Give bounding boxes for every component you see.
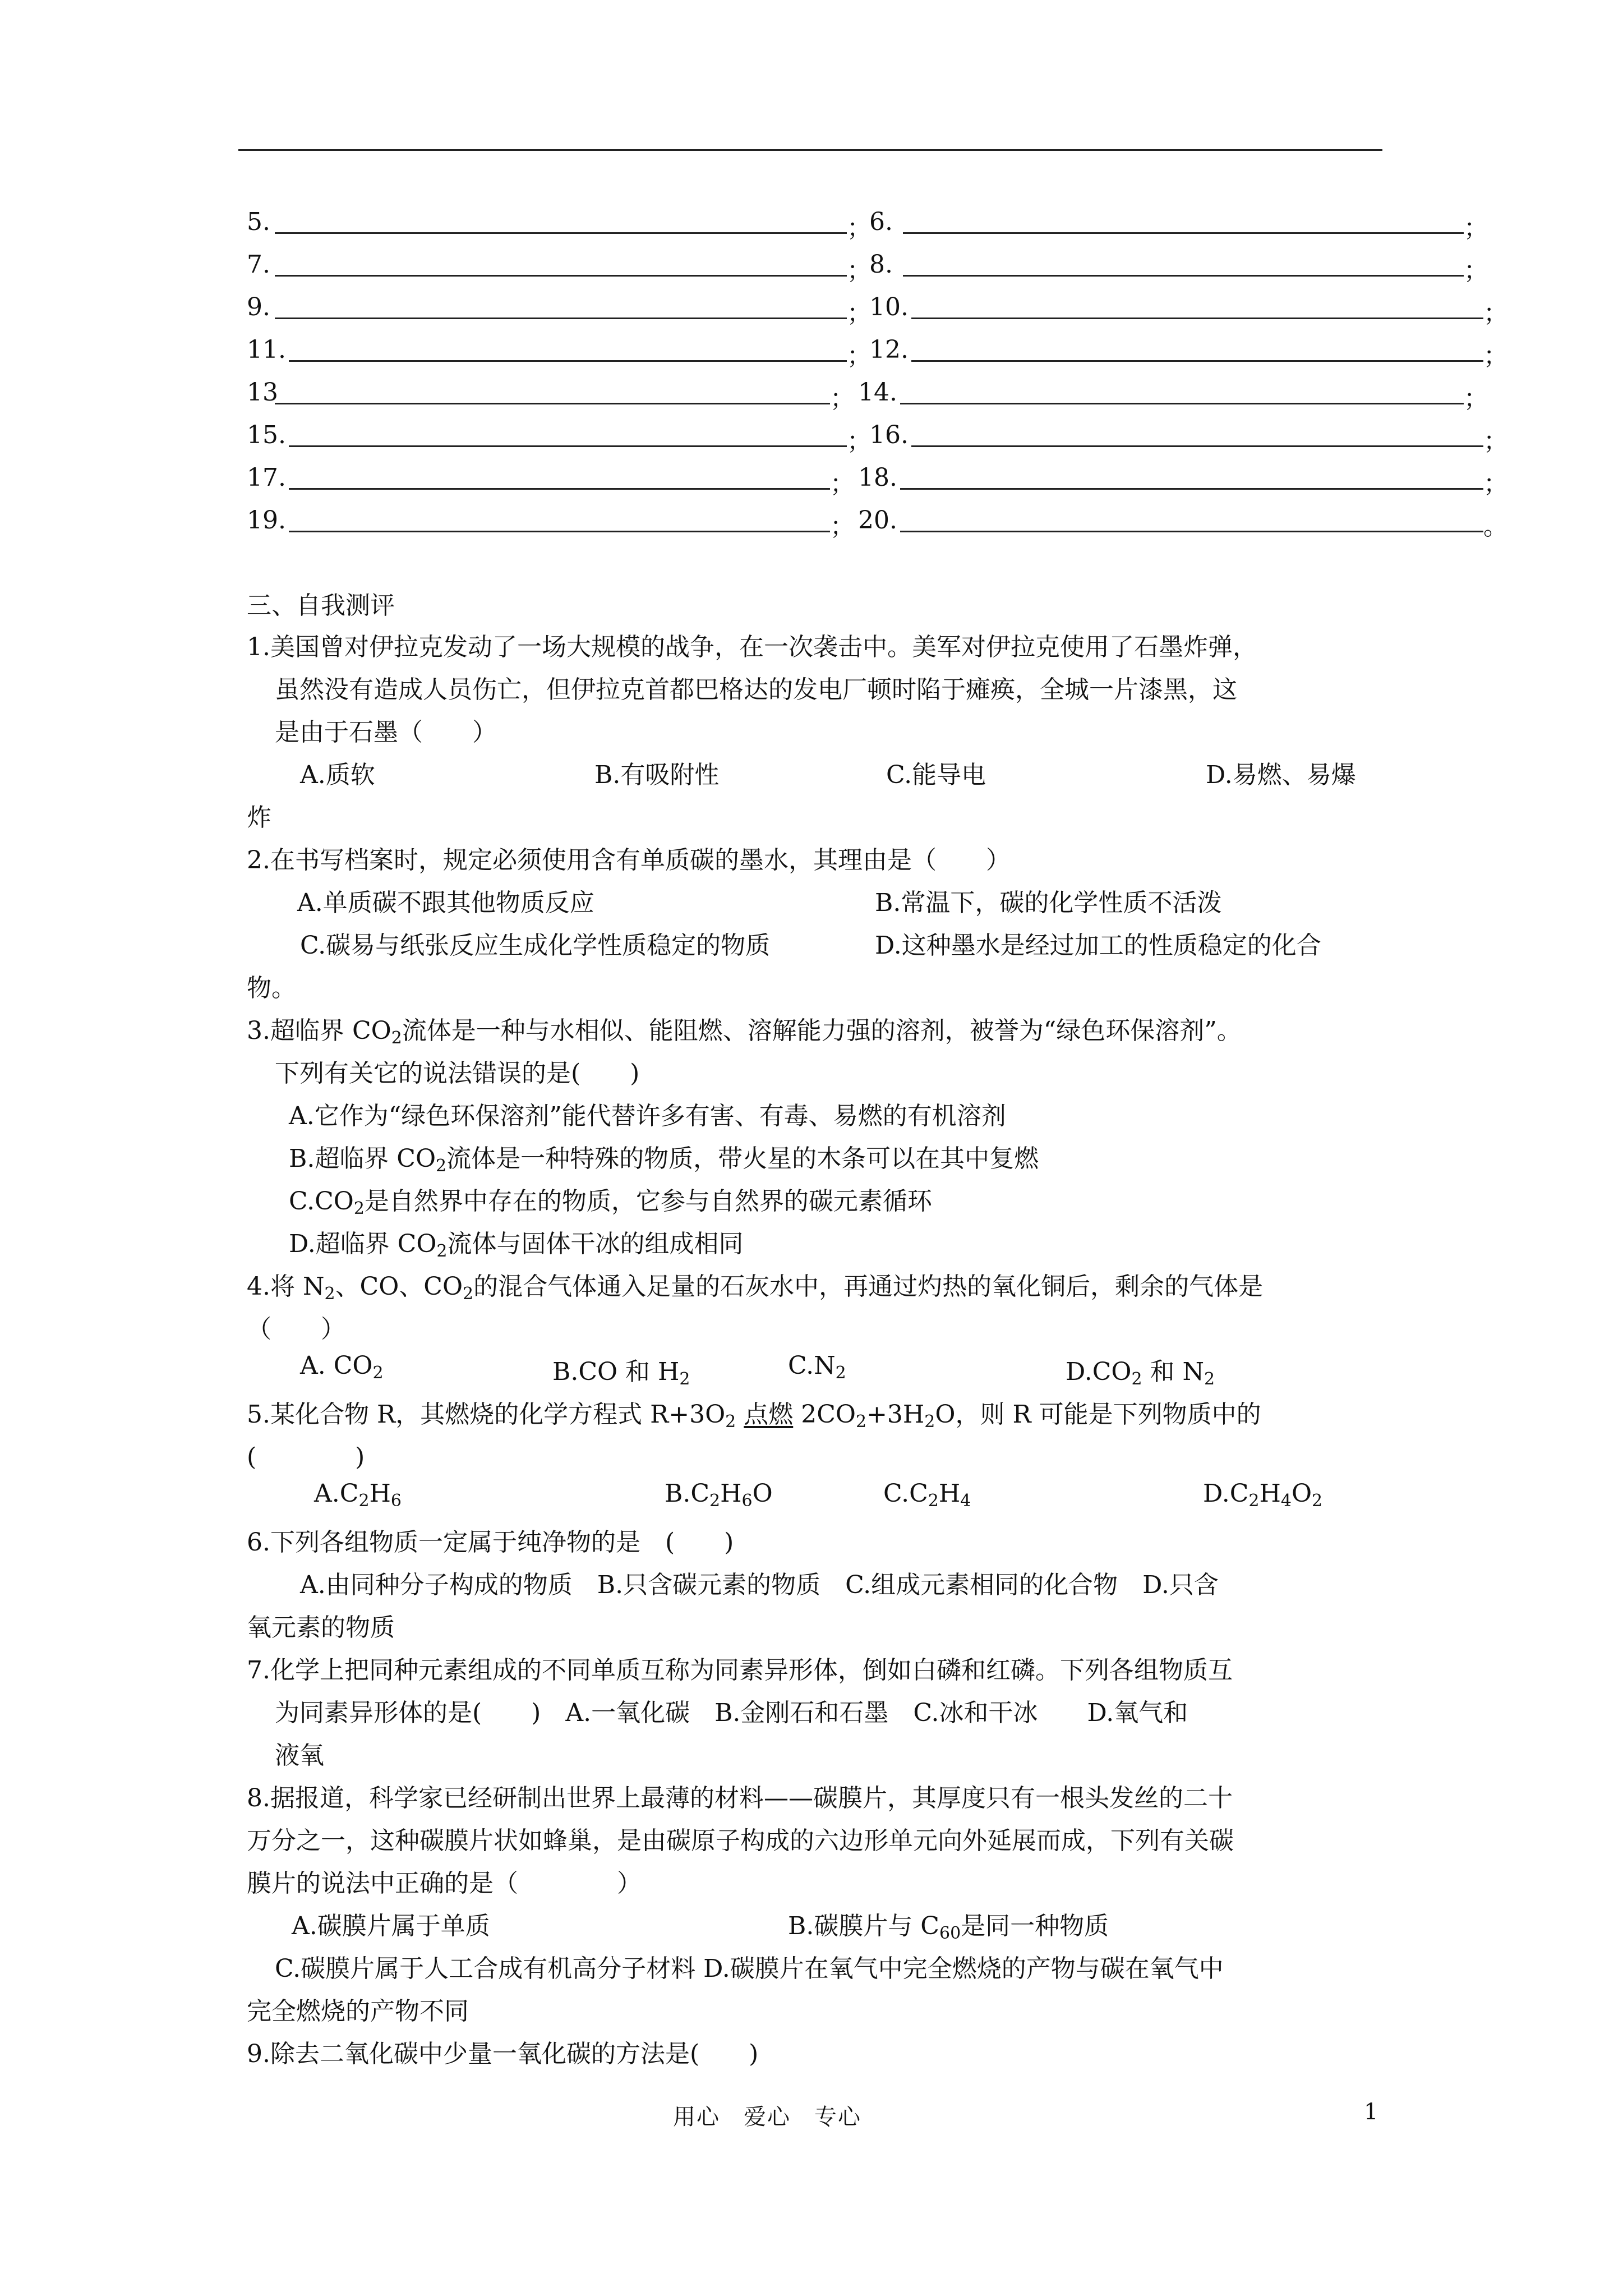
question-text: 万分之一，这种碳膜片状如蜂巢，是由碳原子构成的六边形单元向外延展而成，下列有关碳 (247, 1826, 1234, 1855)
question-text: 6.下列各组物质一定属于纯净物的是 ( ) (247, 1528, 734, 1557)
question-text: 5.某化合物 R，其燃烧的化学方程式 $R+3O_2$ 点燃 $2CO_2+3H_2O$，则 R 可能是下列物质中的 (247, 1400, 1261, 1432)
option-b[interactable]: B.CO 和 $H_2$ (552, 1358, 690, 1389)
option-wrap-text: 炸 (247, 803, 271, 832)
option-a[interactable]: A.碳膜片属于单质 (292, 1912, 490, 1940)
blank-19[interactable] (247, 499, 864, 539)
option-a[interactable]: A. $CO_2$ (300, 1351, 384, 1383)
blank-number: 16. (869, 421, 909, 449)
blank-number: 20. (858, 506, 897, 535)
blank-line (289, 360, 847, 362)
question-text: 是由于石墨（ ） (275, 718, 497, 747)
blank-line (275, 318, 847, 319)
blank-line (289, 488, 830, 490)
question-text: 膜片的说法中正确的是（ ） (247, 1869, 642, 1898)
option-b[interactable]: B.常温下，碳的化学性质不活泼 (875, 889, 1222, 917)
blank-line (900, 531, 1483, 532)
option-d[interactable]: $D.CO_2$ 和 $N_2$ (1066, 1358, 1215, 1389)
question-text: 1.美国曾对伊拉克发动了一场大规模的战争，在一次袭击中。美军对伊拉克使用了石墨炸弹， (247, 633, 1257, 661)
blank-end: ； (847, 256, 872, 285)
blank-15[interactable] (247, 414, 872, 455)
question-text: 为同素异形体的是( ) A.一氧化碳 B.金刚石和石墨 C.冰和干冰 D.氧气和 (275, 1699, 1188, 1727)
options-line[interactable]: A.由同种分子构成的物质 B.只含碳元素的物质 C.组成元素相同的化合物 D.只含 (300, 1571, 1219, 1599)
blank-11[interactable] (247, 329, 872, 370)
option-a[interactable]: A.质软 (300, 761, 375, 789)
blank-number: 7. (247, 250, 270, 279)
blank-line (289, 445, 847, 447)
question-text: 7.化学上把同种元素组成的不同单质互称为同素异形体，倒如白磷和红磷。下列各组物质互 (247, 1656, 1233, 1685)
option-d[interactable]: D.易燃、易爆 (1206, 761, 1356, 789)
blank-end: ； (830, 512, 855, 541)
blank-row (247, 201, 1509, 240)
option-b[interactable]: $B.C_2H_6O$ (665, 1479, 773, 1511)
blank-end: ； (847, 299, 872, 328)
blank-line (289, 531, 830, 532)
option-wrap-text: 氧元素的物质 (247, 1613, 395, 1642)
blank-10[interactable] (869, 286, 1509, 328)
option-c[interactable]: $C.CO_2$是自然界中存在的物质，它参与自然界的碳元素循环 (289, 1187, 932, 1218)
blank-line (275, 232, 847, 234)
question-text: 3.超临界 $CO_2$流体是一种与水相似、能阻燃、溶解能力强的溶剂，被誉为“绿色环保溶剂”。 (247, 1016, 1242, 1048)
blank-number: 12. (869, 335, 909, 364)
blank-number: 5. (247, 208, 270, 236)
blank-end: ； (1483, 427, 1508, 455)
blank-number: 14. (858, 378, 897, 407)
blank-row (247, 499, 1509, 539)
blank-line (900, 403, 1464, 404)
blank-6[interactable] (869, 201, 1509, 240)
blank-5[interactable] (247, 201, 872, 242)
blank-number: 10. (869, 293, 909, 321)
blank-end: ； (847, 342, 872, 370)
blank-number: 11. (247, 335, 286, 364)
option-b[interactable]: B.碳膜片与 $C_{60}$是同一种物质 (788, 1912, 1109, 1943)
blank-row (247, 329, 1509, 368)
blank-number: 8. (869, 250, 893, 279)
question-text: 9.除去二氧化碳中少量一氧化碳的方法是( ) (247, 2040, 759, 2068)
blank-end: 。 (1483, 512, 1508, 541)
option-c[interactable]: C.能导电 (886, 761, 986, 789)
blank-end: ； (1483, 470, 1508, 498)
blank-end: ； (847, 214, 872, 242)
blank-end: ； (1464, 256, 1488, 285)
blank-13[interactable] (247, 371, 864, 411)
blank-number: 19. (247, 506, 286, 535)
blank-end: ； (830, 470, 855, 498)
blank-number: 17. (247, 463, 286, 492)
blank-line (903, 275, 1464, 277)
blank-end: ； (847, 427, 872, 455)
blank-line (275, 403, 830, 404)
blank-row (247, 286, 1509, 328)
option-wrap-text: 完全燃烧的产物不同 (247, 1997, 469, 2026)
blank-end: ； (1464, 384, 1488, 413)
question-text: （ ） (247, 1315, 345, 1343)
option-b[interactable]: B.有吸附性 (594, 761, 720, 789)
blank-end: ； (1483, 299, 1508, 328)
blank-number: 6. (869, 208, 893, 236)
blank-number: 13 (247, 378, 278, 407)
blank-end: ； (1464, 214, 1488, 242)
option-wrap-text: 物。 (247, 974, 296, 1002)
blank-number: 9. (247, 293, 270, 321)
question-text: ( ) (247, 1443, 365, 1471)
option-c[interactable]: C.碳易与纸张反应生成化学性质稳定的物质 (300, 931, 771, 960)
blank-row (247, 457, 1509, 496)
blank-number: 15. (247, 421, 286, 449)
footer-slogan: 用心 爱心 专心 (673, 2104, 861, 2130)
blank-row (247, 414, 1509, 453)
blank-20[interactable] (858, 499, 1509, 539)
blank-number: 18. (858, 463, 897, 492)
question-text: 液氧 (275, 1741, 324, 1770)
blank-line (911, 360, 1483, 362)
blank-9[interactable] (247, 286, 872, 328)
question-text: 虽然没有造成人员伤亡，但伊拉克首都巴格达的发电厂顿时陷于瘫痪，全城一片漆黑，这 (275, 675, 1237, 704)
question-text: 下列有关它的说法错误的是( ) (275, 1059, 640, 1088)
blank-7[interactable] (247, 243, 872, 285)
option-c[interactable]: $C.C_2H_4$ (883, 1479, 971, 1511)
blank-18[interactable] (858, 457, 1509, 496)
question-text: 8.据报道，科学家已经研制出世界上最薄的材料——碳膜片，其厚度只有一根头发丝的二十 (247, 1784, 1233, 1812)
question-text: 4.将 $N_2$、CO、$CO_2$的混合气体通入足量的石灰水中，再通过灼热的氧化铜后，剩余的气体是 (247, 1272, 1264, 1304)
blank-row (247, 371, 1509, 411)
blank-17[interactable] (247, 457, 864, 496)
option-d[interactable]: $D.C_2H_4O_2$ (1203, 1479, 1323, 1511)
blank-line (275, 275, 847, 277)
option-a[interactable]: A.单质碳不跟其他物质反应 (297, 889, 594, 917)
option-c[interactable]: $C.N_2$ (788, 1351, 846, 1383)
blank-end: ； (830, 384, 855, 413)
blank-16[interactable] (869, 414, 1509, 453)
blank-14[interactable] (858, 371, 1509, 411)
options-line[interactable]: C.碳膜片属于人工合成有机高分子材料 D.碳膜片在氧气中完全燃烧的产物与碳在氧气中 (275, 1954, 1224, 1983)
option-a[interactable]: A.它作为“绿色环保溶剂”能代替许多有害、有毒、易燃的有机溶剂 (289, 1102, 1006, 1130)
blank-12[interactable] (869, 329, 1509, 368)
reaction-condition: 点燃 (744, 1400, 794, 1429)
section-title: 三、自我测评 (247, 591, 395, 620)
blank-line (903, 232, 1464, 234)
option-d[interactable]: D.这种墨水是经过加工的性质稳定的化合 (875, 931, 1321, 960)
blank-line (900, 488, 1483, 490)
option-d[interactable]: D.超临界 $CO_2$流体与固体干冰的组成相同 (289, 1230, 744, 1261)
blank-line (911, 445, 1483, 447)
blank-row (247, 243, 1509, 283)
blank-line (911, 318, 1483, 319)
question-text: 2.在书写档案时，规定必须使用含有单质碳的墨水，其理由是（ ） (247, 846, 1011, 875)
option-a[interactable]: $A.C_2H_6$ (314, 1479, 402, 1511)
option-b[interactable]: B.超临界 $CO_2$流体是一种特殊的物质，带火星的木条可以在其中复燃 (289, 1144, 1039, 1176)
page-number: 1 (1364, 2099, 1378, 2125)
blank-end: ； (1483, 342, 1508, 370)
header-rule (238, 149, 1382, 151)
blank-8[interactable] (869, 243, 1509, 283)
